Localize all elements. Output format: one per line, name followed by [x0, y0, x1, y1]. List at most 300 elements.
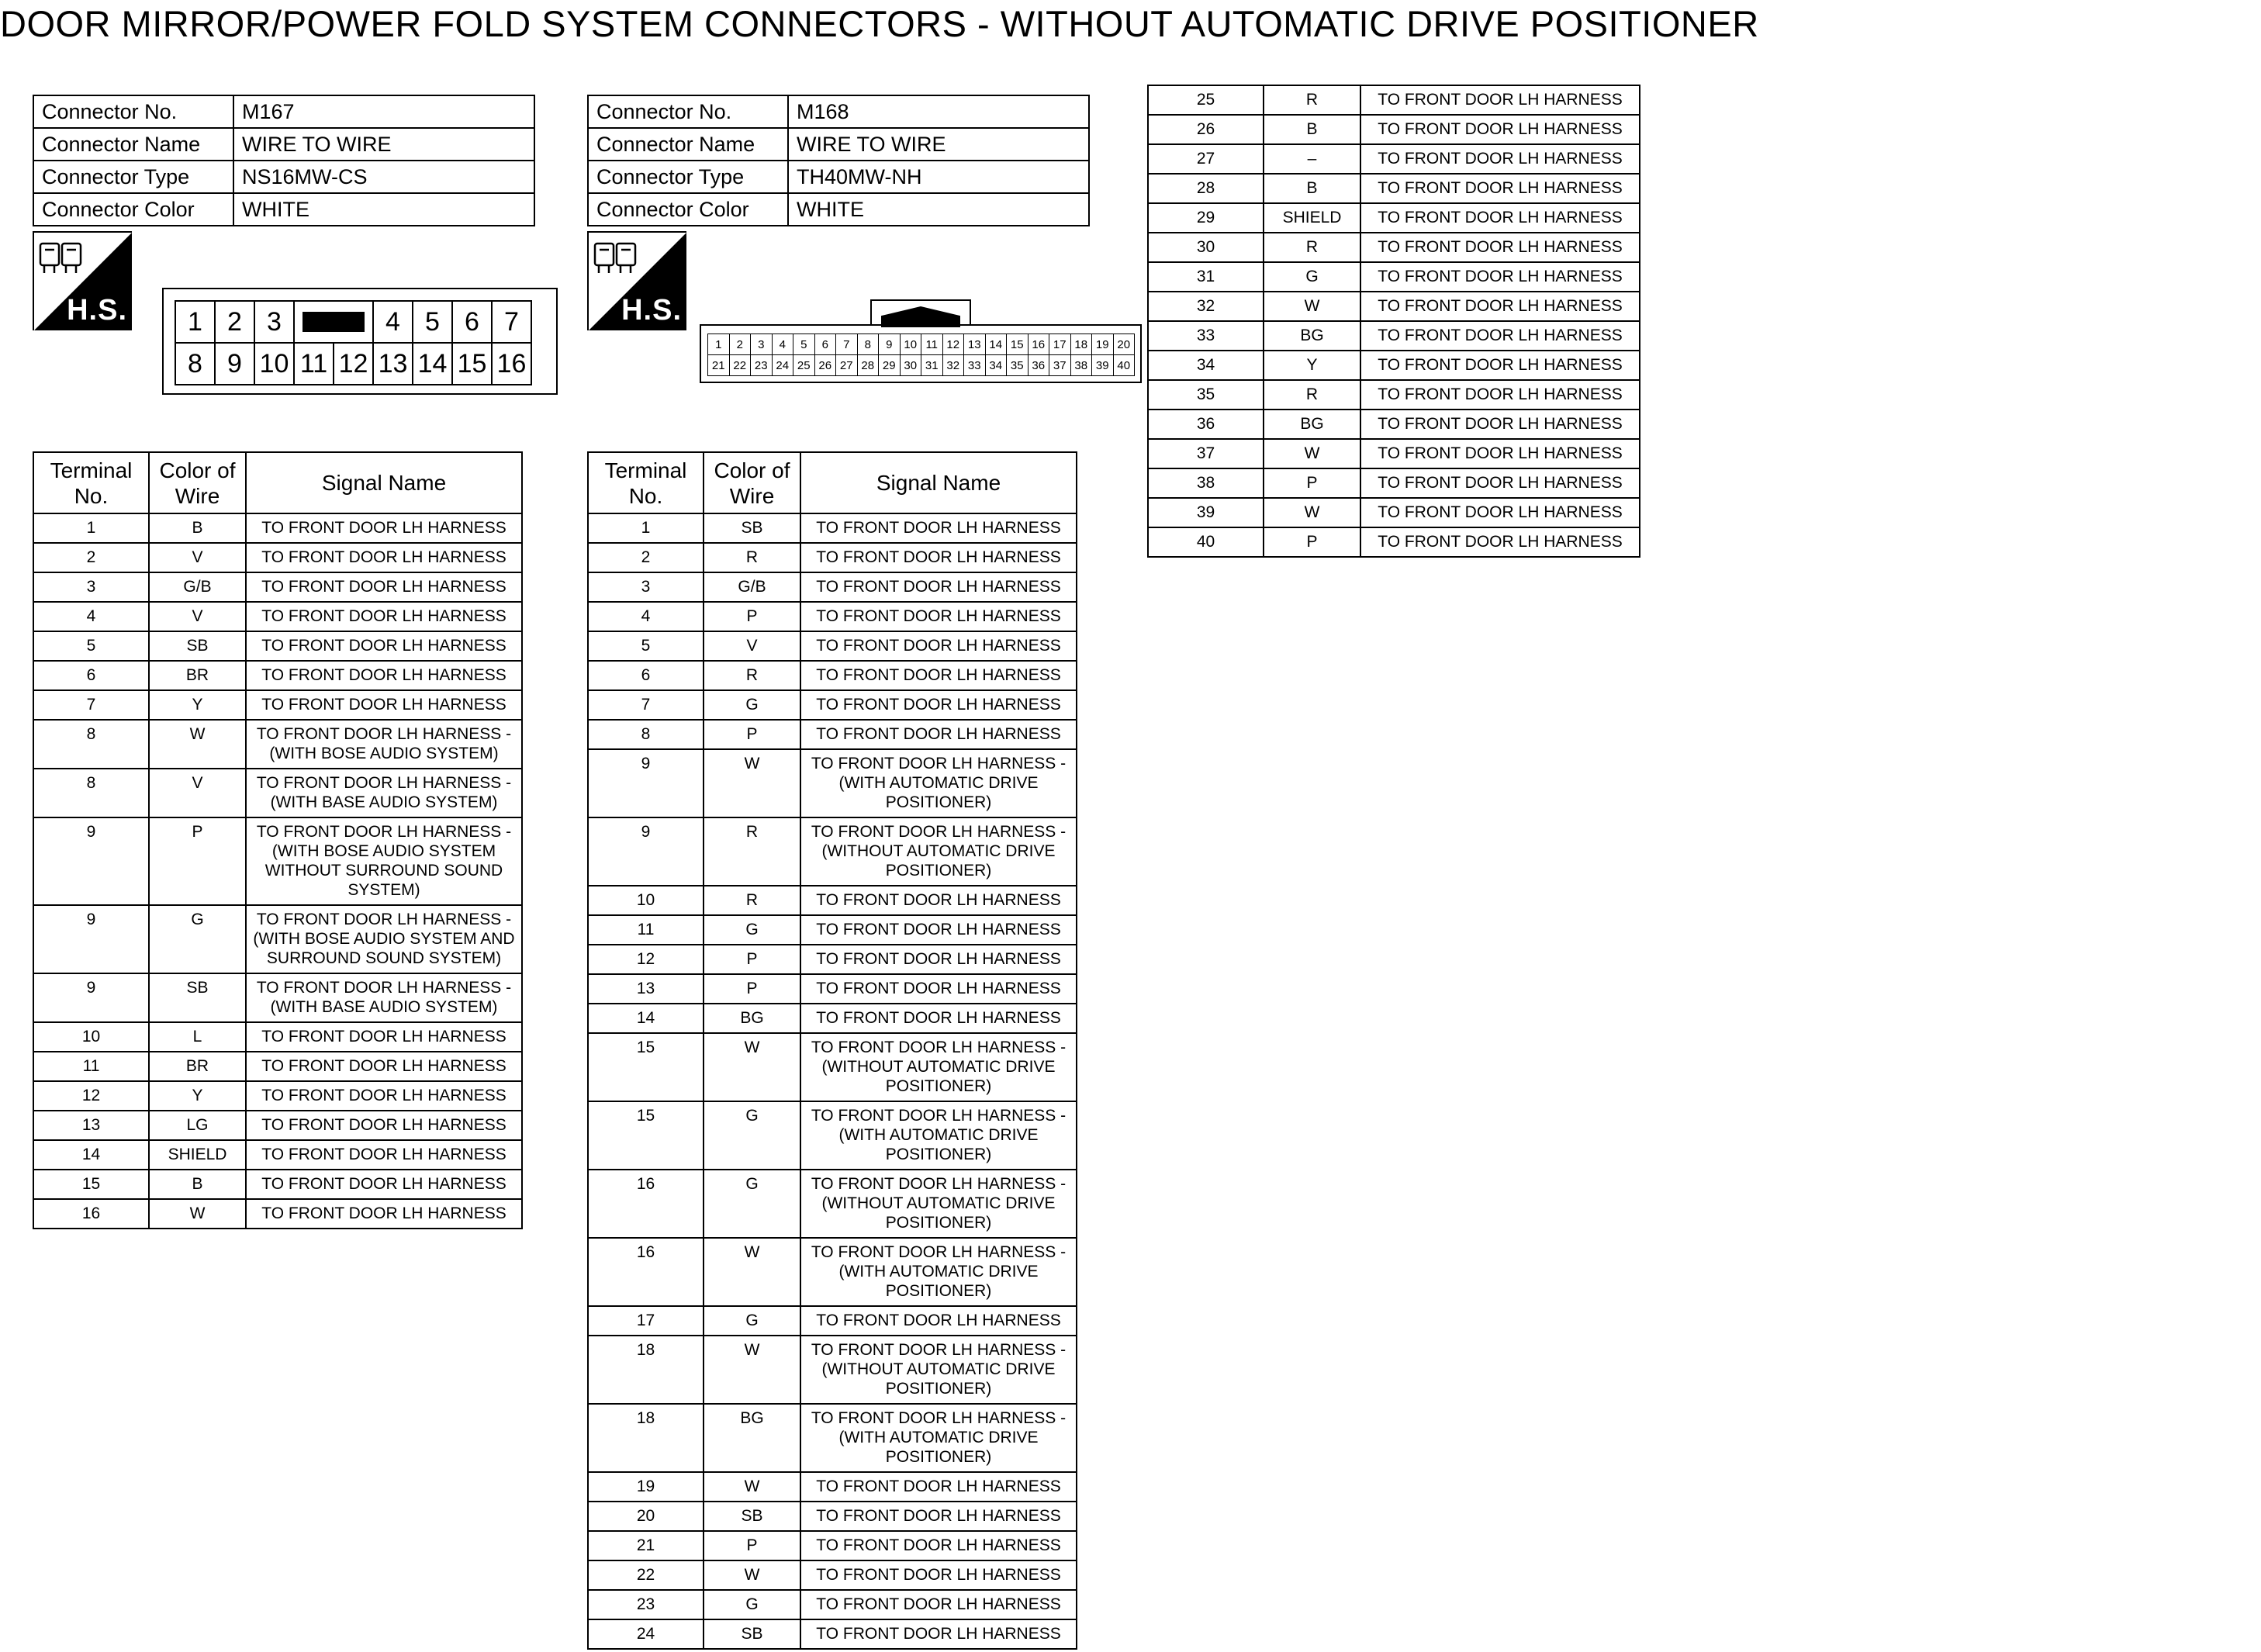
wire-color: W	[1264, 439, 1360, 468]
header-wire-color: Color of Wire	[704, 452, 800, 513]
pin-cell: 8	[176, 344, 216, 385]
table-row	[1148, 203, 1640, 233]
table-row	[33, 769, 522, 817]
table-row	[588, 1033, 1077, 1101]
wire-color: R	[704, 886, 800, 915]
wire-color: V	[149, 543, 246, 572]
signal-name: TO FRONT DOOR LH HARNESS - (WITHOUT AUTOMATIC DRIVE POSITIONER)	[800, 1033, 1077, 1101]
wire-color: W	[704, 749, 800, 817]
signal-name: TO FRONT DOOR LH HARNESS	[246, 602, 522, 631]
pin-cell: 1	[176, 302, 216, 344]
signal-name: TO FRONT DOOR LH HARNESS	[800, 1472, 1077, 1502]
terminal-number: 30	[1148, 233, 1264, 262]
info-label: Connector Name	[33, 128, 233, 161]
terminal-number: 8	[33, 769, 149, 817]
wire-color: BR	[149, 1052, 246, 1081]
signal-name: TO FRONT DOOR LH HARNESS	[800, 974, 1077, 1004]
table-row	[588, 749, 1077, 817]
info-row	[588, 128, 1089, 161]
pin-cell: 32	[943, 355, 965, 376]
pin-cell: 17	[1049, 334, 1071, 355]
signal-name: TO FRONT DOOR LH HARNESS - (WITH BOSE AUDIO SYSTEM AND SURROUND SOUND SYSTEM)	[246, 905, 522, 973]
m167-terminal-table	[33, 451, 523, 1229]
terminal-number: 33	[1148, 321, 1264, 351]
pin-cell: 36	[1029, 355, 1050, 376]
wire-color: W	[704, 1560, 800, 1590]
wire-color: SB	[149, 973, 246, 1022]
wire-color: P	[149, 817, 246, 905]
wire-color: –	[1264, 144, 1360, 174]
table-row	[588, 1404, 1077, 1472]
table-row	[33, 1052, 522, 1081]
signal-name: TO FRONT DOOR LH HARNESS	[1360, 233, 1640, 262]
signal-name: TO FRONT DOOR LH HARNESS	[1360, 380, 1640, 410]
wire-color: G	[704, 915, 800, 945]
signal-name: TO FRONT DOOR LH HARNESS	[800, 945, 1077, 974]
wire-color: BG	[1264, 410, 1360, 439]
signal-name: TO FRONT DOOR LH HARNESS	[246, 1022, 522, 1052]
pin-cell: 10	[901, 334, 922, 355]
m168-connector-face	[700, 299, 1142, 383]
signal-name: TO FRONT DOOR LH HARNESS - (WITH AUTOMATIC DRIVE POSITIONER)	[800, 1238, 1077, 1306]
pin-cell: 15	[453, 344, 493, 385]
terminal-number: 13	[33, 1111, 149, 1140]
connector-icon	[592, 239, 640, 279]
table-row	[588, 886, 1077, 915]
pin-grid	[707, 334, 1135, 376]
wire-color: W	[704, 1238, 800, 1306]
table-row	[33, 543, 522, 572]
signal-name: TO FRONT DOOR LH HARNESS - (WITH AUTOMATIC DRIVE POSITIONER)	[800, 1101, 1077, 1170]
table-row	[588, 915, 1077, 945]
info-label: Connector Type	[588, 161, 788, 193]
terminal-number: 9	[33, 817, 149, 905]
table-row	[588, 1472, 1077, 1502]
pin-cell: 28	[858, 355, 880, 376]
key-block	[303, 312, 365, 332]
signal-name: TO FRONT DOOR LH HARNESS	[1360, 174, 1640, 203]
pin-cell: 3	[255, 302, 295, 344]
pin-cell: 5	[793, 334, 815, 355]
wire-color: LG	[149, 1111, 246, 1140]
wire-color: BG	[704, 1004, 800, 1033]
pin-cell: 9	[216, 344, 255, 385]
signal-name: TO FRONT DOOR LH HARNESS	[246, 1052, 522, 1081]
pin-cell: 8	[858, 334, 880, 355]
wire-color: Y	[149, 690, 246, 720]
pin-cell: 27	[836, 355, 858, 376]
pin-cell: 7	[493, 302, 532, 344]
info-row	[33, 193, 534, 226]
terminal-number: 10	[33, 1022, 149, 1052]
terminal-number: 3	[33, 572, 149, 602]
wire-color: SB	[149, 631, 246, 661]
table-row	[1148, 468, 1640, 498]
wire-color: P	[704, 602, 800, 631]
pin-cell: 6	[453, 302, 493, 344]
info-row	[588, 95, 1089, 128]
terminal-number: 3	[588, 572, 704, 602]
wire-color: SB	[704, 1502, 800, 1531]
info-label: Connector No.	[588, 95, 788, 128]
pin-cell: 6	[815, 334, 837, 355]
signal-name: TO FRONT DOOR LH HARNESS	[800, 1560, 1077, 1590]
pin-cell: 20	[1114, 334, 1136, 355]
wire-color: G	[704, 1306, 800, 1336]
terminal-number: 8	[588, 720, 704, 749]
wire-color: R	[704, 661, 800, 690]
pin-cell: 21	[708, 355, 730, 376]
info-row	[33, 95, 534, 128]
pin-cell: 2	[730, 334, 752, 355]
m168-connector-info	[587, 95, 1090, 226]
wire-color: BG	[1264, 321, 1360, 351]
table-row	[588, 602, 1077, 631]
pin-cell: 39	[1092, 355, 1114, 376]
table-row	[33, 1140, 522, 1170]
terminal-number: 37	[1148, 439, 1264, 468]
signal-name: TO FRONT DOOR LH HARNESS	[1360, 321, 1640, 351]
table-row	[33, 1199, 522, 1229]
connector-number: M167	[233, 95, 534, 128]
table-header-row	[588, 452, 1077, 513]
header-terminal-no: Terminal No.	[33, 452, 149, 513]
wire-color: V	[704, 631, 800, 661]
wire-color: B	[1264, 174, 1360, 203]
connector-icon	[37, 239, 85, 279]
pin-cell: 31	[921, 355, 943, 376]
signal-name: TO FRONT DOOR LH HARNESS - (WITH AUTOMATIC DRIVE POSITIONER)	[800, 749, 1077, 817]
terminal-number: 12	[33, 1081, 149, 1111]
wire-color: R	[704, 817, 800, 886]
pin-cell: 12	[943, 334, 965, 355]
table-row	[588, 572, 1077, 602]
table-row	[33, 720, 522, 769]
table-row	[1148, 292, 1640, 321]
terminal-number: 11	[33, 1052, 149, 1081]
pin-cell: 35	[1007, 355, 1029, 376]
wire-color: BG	[704, 1404, 800, 1472]
signal-name: TO FRONT DOOR LH HARNESS	[800, 1306, 1077, 1336]
table-row	[588, 513, 1077, 543]
signal-name: TO FRONT DOOR LH HARNESS	[1360, 262, 1640, 292]
pin-cell: 25	[793, 355, 815, 376]
signal-name: TO FRONT DOOR LH HARNESS - (WITH BOSE AUDIO SYSTEM WITHOUT SURROUND SOUND SYSTEM)	[246, 817, 522, 905]
info-row	[33, 128, 534, 161]
table-row	[588, 1170, 1077, 1238]
table-row	[33, 973, 522, 1022]
signal-name: TO FRONT DOOR LH HARNESS - (WITHOUT AUTOMATIC DRIVE POSITIONER)	[800, 1336, 1077, 1404]
wire-color: R	[1264, 380, 1360, 410]
signal-name: TO FRONT DOOR LH HARNESS	[1360, 527, 1640, 557]
wire-color: SB	[704, 1619, 800, 1649]
header-signal-name: Signal Name	[800, 452, 1077, 513]
terminal-number: 31	[1148, 262, 1264, 292]
terminal-number: 18	[588, 1336, 704, 1404]
terminal-number: 17	[588, 1306, 704, 1336]
terminal-number: 19	[588, 1472, 704, 1502]
table-row	[588, 1238, 1077, 1306]
pin-cell: 33	[964, 355, 986, 376]
table-row	[33, 690, 522, 720]
table-row	[1148, 498, 1640, 527]
signal-name: TO FRONT DOOR LH HARNESS	[1360, 468, 1640, 498]
terminal-number: 14	[33, 1140, 149, 1170]
terminal-number: 14	[588, 1004, 704, 1033]
pin-cell: 18	[1071, 334, 1093, 355]
table-row	[1148, 85, 1640, 115]
table-row	[1148, 380, 1640, 410]
pin-cell: 13	[964, 334, 986, 355]
m167-connector-info	[33, 95, 535, 226]
signal-name: TO FRONT DOOR LH HARNESS	[246, 1170, 522, 1199]
pin-cell: 4	[773, 334, 794, 355]
pin-cell: 9	[879, 334, 901, 355]
signal-name: TO FRONT DOOR LH HARNESS	[800, 1531, 1077, 1560]
pin-cell: 16	[1029, 334, 1050, 355]
pin-cell: 14	[986, 334, 1008, 355]
wire-color: V	[149, 602, 246, 631]
terminal-number: 9	[588, 817, 704, 886]
signal-name: TO FRONT DOOR LH HARNESS	[1360, 115, 1640, 144]
signal-name: TO FRONT DOOR LH HARNESS	[800, 661, 1077, 690]
signal-name: TO FRONT DOOR LH HARNESS	[800, 1004, 1077, 1033]
connector-color: WHITE	[788, 193, 1089, 226]
signal-name: TO FRONT DOOR LH HARNESS - (WITH AUTOMATIC DRIVE POSITIONER)	[800, 1404, 1077, 1472]
signal-name: TO FRONT DOOR LH HARNESS	[246, 1199, 522, 1229]
info-label: Connector Name	[588, 128, 788, 161]
signal-name: TO FRONT DOOR LH HARNESS - (WITHOUT AUTOMATIC DRIVE POSITIONER)	[800, 817, 1077, 886]
table-row	[588, 974, 1077, 1004]
info-label: Connector Type	[33, 161, 233, 193]
terminal-number: 9	[33, 973, 149, 1022]
table-row	[33, 1111, 522, 1140]
wire-color: V	[149, 769, 246, 817]
signal-name: TO FRONT DOOR LH HARNESS	[800, 690, 1077, 720]
table-row	[588, 1101, 1077, 1170]
signal-name: TO FRONT DOOR LH HARNESS	[1360, 85, 1640, 115]
terminal-number: 21	[588, 1531, 704, 1560]
terminal-number: 29	[1148, 203, 1264, 233]
wire-color: G	[704, 1590, 800, 1619]
wire-color: R	[704, 543, 800, 572]
signal-name: TO FRONT DOOR LH HARNESS - (WITH BASE AUDIO SYSTEM)	[246, 973, 522, 1022]
signal-name: TO FRONT DOOR LH HARNESS	[1360, 498, 1640, 527]
connector-body	[700, 324, 1142, 383]
wire-color: Y	[149, 1081, 246, 1111]
terminal-number: 1	[588, 513, 704, 543]
signal-name: TO FRONT DOOR LH HARNESS	[1360, 292, 1640, 321]
m168-terminal-table	[587, 451, 1077, 1650]
terminal-number: 7	[588, 690, 704, 720]
signal-name: TO FRONT DOOR LH HARNESS	[800, 1590, 1077, 1619]
table-row	[1148, 262, 1640, 292]
wire-color: W	[704, 1472, 800, 1502]
terminal-number: 6	[33, 661, 149, 690]
hs-badge	[33, 231, 132, 330]
signal-name: TO FRONT DOOR LH HARNESS	[800, 631, 1077, 661]
terminal-number: 26	[1148, 115, 1264, 144]
table-row	[1148, 527, 1640, 557]
connector-key	[295, 302, 374, 344]
signal-name: TO FRONT DOOR LH HARNESS	[800, 720, 1077, 749]
signal-name: TO FRONT DOOR LH HARNESS	[246, 661, 522, 690]
signal-name: TO FRONT DOOR LH HARNESS	[800, 915, 1077, 945]
m168-terminal-table-continued	[1147, 85, 1640, 558]
terminal-number: 34	[1148, 351, 1264, 380]
wire-color: G/B	[149, 572, 246, 602]
wire-color: SB	[704, 513, 800, 543]
wire-color: W	[149, 720, 246, 769]
terminal-number: 38	[1148, 468, 1264, 498]
terminal-number: 18	[588, 1404, 704, 1472]
terminal-number: 15	[588, 1033, 704, 1101]
signal-name: TO FRONT DOOR LH HARNESS	[800, 1502, 1077, 1531]
table-row	[588, 1502, 1077, 1531]
connector-latch	[870, 299, 971, 326]
wire-color: L	[149, 1022, 246, 1052]
wire-color: G	[704, 1170, 800, 1238]
table-row	[1148, 174, 1640, 203]
connector-type: NS16MW-CS	[233, 161, 534, 193]
m167-connector-face	[162, 288, 558, 395]
wire-color: P	[1264, 527, 1360, 557]
wire-color: W	[149, 1199, 246, 1229]
table-row	[588, 1560, 1077, 1590]
pin-cell: 1	[708, 334, 730, 355]
pin-cell: 14	[413, 344, 453, 385]
wire-color: P	[704, 945, 800, 974]
terminal-number: 5	[33, 631, 149, 661]
pin-cell: 10	[255, 344, 295, 385]
terminal-number: 8	[33, 720, 149, 769]
signal-name: TO FRONT DOOR LH HARNESS - (WITH BASE AUDIO SYSTEM)	[246, 769, 522, 817]
info-label: Connector Color	[33, 193, 233, 226]
signal-name: TO FRONT DOOR LH HARNESS - (WITH BOSE AUDIO SYSTEM)	[246, 720, 522, 769]
terminal-number: 5	[588, 631, 704, 661]
terminal-number: 23	[588, 1590, 704, 1619]
terminal-number: 22	[588, 1560, 704, 1590]
terminal-number: 36	[1148, 410, 1264, 439]
pin-cell: 13	[374, 344, 413, 385]
pin-cell: 5	[413, 302, 453, 344]
signal-name: TO FRONT DOOR LH HARNESS	[246, 572, 522, 602]
table-row	[588, 543, 1077, 572]
table-row	[588, 690, 1077, 720]
pin-cell: 37	[1049, 355, 1071, 376]
signal-name: TO FRONT DOOR LH HARNESS	[800, 886, 1077, 915]
header-signal-name: Signal Name	[246, 452, 522, 513]
wire-color: G/B	[704, 572, 800, 602]
table-row	[588, 1590, 1077, 1619]
connector-color: WHITE	[233, 193, 534, 226]
pin-cell: 40	[1114, 355, 1136, 376]
terminal-number: 16	[588, 1170, 704, 1238]
pin-cell: 11	[295, 344, 334, 385]
terminal-number: 39	[1148, 498, 1264, 527]
connector-type: TH40MW-NH	[788, 161, 1089, 193]
table-row	[588, 1306, 1077, 1336]
signal-name: TO FRONT DOOR LH HARNESS	[246, 631, 522, 661]
terminal-number: 20	[588, 1502, 704, 1531]
terminal-number: 4	[588, 602, 704, 631]
page-title: DOOR MIRROR/POWER FOLD SYSTEM CONNECTORS - WITHOUT AUTOMATIC DRIVE POSITIONER	[0, 3, 1759, 44]
info-label: Connector No.	[33, 95, 233, 128]
wire-color: P	[1264, 468, 1360, 498]
wire-color: W	[704, 1336, 800, 1404]
signal-name: TO FRONT DOOR LH HARNESS	[1360, 410, 1640, 439]
signal-name: TO FRONT DOOR LH HARNESS	[246, 1111, 522, 1140]
wire-color: SHIELD	[1264, 203, 1360, 233]
signal-name: TO FRONT DOOR LH HARNESS	[1360, 203, 1640, 233]
table-row	[33, 1022, 522, 1052]
wire-color: Y	[1264, 351, 1360, 380]
table-row	[1148, 439, 1640, 468]
terminal-number: 15	[33, 1170, 149, 1199]
wire-color: R	[1264, 233, 1360, 262]
terminal-number: 13	[588, 974, 704, 1004]
table-row	[1148, 410, 1640, 439]
hs-label: H.S.	[621, 294, 682, 327]
pin-cell: 2	[216, 302, 255, 344]
table-row	[33, 661, 522, 690]
terminal-number: 16	[588, 1238, 704, 1306]
terminal-number: 2	[588, 543, 704, 572]
header-wire-color: Color of Wire	[149, 452, 246, 513]
signal-name: TO FRONT DOOR LH HARNESS	[246, 690, 522, 720]
signal-name: TO FRONT DOOR LH HARNESS	[1360, 351, 1640, 380]
terminal-number: 32	[1148, 292, 1264, 321]
terminal-number: 12	[588, 945, 704, 974]
wire-color: B	[149, 513, 246, 543]
terminal-number: 6	[588, 661, 704, 690]
terminal-number: 40	[1148, 527, 1264, 557]
signal-name: TO FRONT DOOR LH HARNESS	[246, 1140, 522, 1170]
pin-cell: 16	[493, 344, 532, 385]
table-row	[33, 513, 522, 543]
table-row	[588, 1531, 1077, 1560]
terminal-number: 2	[33, 543, 149, 572]
header-terminal-no: Terminal No.	[588, 452, 704, 513]
pin-cell: 26	[815, 355, 837, 376]
signal-name: TO FRONT DOOR LH HARNESS	[800, 543, 1077, 572]
pin-cell: 19	[1092, 334, 1114, 355]
pin-cell: 11	[921, 334, 943, 355]
signal-name: TO FRONT DOOR LH HARNESS	[800, 513, 1077, 543]
table-row	[588, 631, 1077, 661]
terminal-number: 7	[33, 690, 149, 720]
connector-number: M168	[788, 95, 1089, 128]
pin-cell: 4	[374, 302, 413, 344]
pin-cell: 24	[773, 355, 794, 376]
wire-color: BR	[149, 661, 246, 690]
pin-cell: 23	[751, 355, 773, 376]
pin-cell: 3	[751, 334, 773, 355]
terminal-number: 11	[588, 915, 704, 945]
signal-name: TO FRONT DOOR LH HARNESS	[800, 1619, 1077, 1649]
signal-name: TO FRONT DOOR LH HARNESS	[246, 513, 522, 543]
pin-cell: 12	[334, 344, 374, 385]
wire-color: P	[704, 720, 800, 749]
table-row	[33, 1170, 522, 1199]
pin-cell: 15	[1007, 334, 1029, 355]
pin-cell: 7	[836, 334, 858, 355]
terminal-number: 15	[588, 1101, 704, 1170]
terminal-number: 9	[33, 905, 149, 973]
terminal-number: 9	[588, 749, 704, 817]
wire-color: G	[1264, 262, 1360, 292]
info-row	[588, 193, 1089, 226]
